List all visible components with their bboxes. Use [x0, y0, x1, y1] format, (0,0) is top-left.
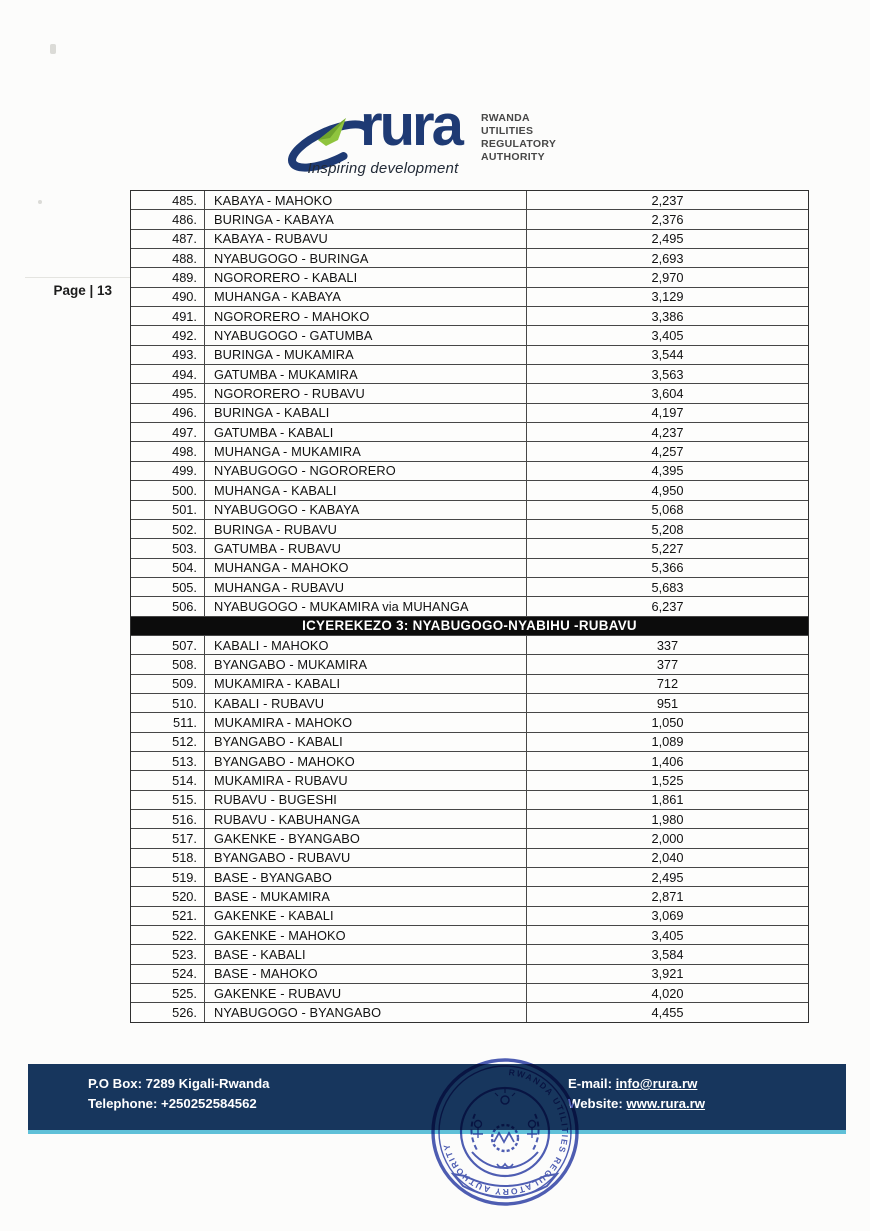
route-name: NYABUGOGO - NGORORERO: [205, 462, 527, 480]
table-row: [131, 868, 808, 887]
fare-value: 1,980: [651, 811, 684, 827]
row-number: 495.: [131, 384, 205, 402]
fare-value: 3,386: [651, 308, 684, 324]
route-name: NYABUGOGO - MUKAMIRA via MUHANGA: [205, 597, 527, 615]
table-row: [131, 249, 808, 268]
table-row: [131, 694, 808, 713]
route-name: MUKAMIRA - MAHOKO: [205, 713, 527, 731]
org-line: UTILITIES: [481, 125, 534, 137]
row-number: 520.: [131, 887, 205, 905]
route-name: GAKENKE - MAHOKO: [205, 926, 527, 944]
route-name: BURINGA - KABALI: [205, 404, 527, 422]
row-number: 517.: [131, 829, 205, 847]
fare-value: 2,376: [651, 212, 684, 228]
route-name: NYABUGOGO - BURINGA: [205, 249, 527, 267]
table-row: [131, 326, 808, 345]
row-number: 522.: [131, 926, 205, 944]
table-row: [131, 365, 808, 384]
table-row: [131, 636, 808, 655]
table-row: [131, 520, 808, 539]
table-row: [131, 791, 808, 810]
org-name-block: [481, 112, 556, 164]
table-row: [131, 210, 808, 229]
fare-value: 2,040: [651, 850, 684, 866]
table-row: [131, 984, 808, 1003]
table-row: [131, 288, 808, 307]
row-number: 514.: [131, 771, 205, 789]
table-row: [131, 191, 808, 210]
fare-value: 4,197: [651, 405, 684, 421]
footer-website-link[interactable]: www.rura.rw: [626, 1095, 706, 1111]
row-number: 505.: [131, 578, 205, 596]
margin-rule: [25, 277, 130, 278]
page-number-label: Page | 13: [53, 283, 112, 298]
row-number: 523.: [131, 945, 205, 963]
route-name: MUHANGA - KABAYA: [205, 288, 527, 306]
route-name: KABALI - MAHOKO: [205, 636, 527, 654]
fare-value: 2,000: [651, 831, 684, 847]
official-stamp: [415, 1052, 595, 1217]
route-name: BYANGABO - RUBAVU: [205, 849, 527, 867]
row-number: 500.: [131, 481, 205, 499]
fare-value: 1,089: [651, 734, 684, 750]
fare-value: 377: [656, 656, 679, 672]
table-row: [131, 849, 808, 868]
fare-value: 5,683: [651, 579, 684, 595]
table-row: [131, 713, 808, 732]
table-row: [131, 810, 808, 829]
table-row: [131, 887, 808, 906]
stamp-emblem-sun: [501, 1096, 509, 1104]
fare-value: 3,405: [651, 927, 684, 943]
table-row: [131, 965, 808, 984]
table-row: [131, 462, 808, 481]
fare-table: [130, 190, 809, 1023]
route-name: KABAYA - RUBAVU: [205, 230, 527, 248]
row-number: 524.: [131, 965, 205, 983]
footer-pobox: P.O Box: 7289 Kigali-Rwanda: [88, 1076, 270, 1091]
table-row: [131, 597, 808, 616]
table-row: [131, 481, 808, 500]
route-name: BURINGA - KABAYA: [205, 210, 527, 228]
route-name: MUKAMIRA - RUBAVU: [205, 771, 527, 789]
row-number: 494.: [131, 365, 205, 383]
route-name: NYABUGOGO - KABAYA: [205, 501, 527, 519]
row-number: 509.: [131, 675, 205, 693]
fare-value: 4,455: [651, 1005, 684, 1021]
fare-value: 3,069: [651, 908, 684, 924]
fare-value: 3,604: [651, 386, 684, 402]
table-row: [131, 268, 808, 287]
fare-value: 4,020: [651, 985, 684, 1001]
fare-value: 337: [656, 637, 679, 653]
route-name: GAKENKE - BYANGABO: [205, 829, 527, 847]
row-number: 496.: [131, 404, 205, 422]
route-name: NGORORERO - KABALI: [205, 268, 527, 286]
row-number: 487.: [131, 230, 205, 248]
fare-value: 2,237: [651, 192, 684, 208]
fare-value: 1,525: [651, 772, 684, 788]
route-name: RUBAVU - BUGESHI: [205, 791, 527, 809]
route-name: NGORORERO - RUBAVU: [205, 384, 527, 402]
fare-value: 3,563: [651, 366, 684, 382]
route-name: KABALI - RUBAVU: [205, 694, 527, 712]
org-line: AUTHORITY: [481, 151, 545, 163]
row-number: 512.: [131, 733, 205, 751]
route-name: MUHANGA - MUKAMIRA: [205, 442, 527, 460]
row-number: 507.: [131, 636, 205, 654]
fare-value: 5,366: [651, 560, 684, 576]
fare-value: 5,208: [651, 521, 684, 537]
route-name: MUHANGA - RUBAVU: [205, 578, 527, 596]
route-name: GAKENKE - KABALI: [205, 907, 527, 925]
route-name: BASE - MAHOKO: [205, 965, 527, 983]
route-name: GAKENKE - RUBAVU: [205, 984, 527, 1002]
fare-value: 1,861: [651, 792, 684, 808]
fare-value: 2,970: [651, 270, 684, 286]
table-row: [131, 559, 808, 578]
table-row: [131, 501, 808, 520]
fare-value: 3,921: [651, 966, 684, 982]
table-row: [131, 539, 808, 558]
route-name: BYANGABO - MUKAMIRA: [205, 655, 527, 673]
route-name: NYABUGOGO - GATUMBA: [205, 326, 527, 344]
fare-value: 2,495: [651, 869, 684, 885]
route-name: RUBAVU - KABUHANGA: [205, 810, 527, 828]
route-name: MUHANGA - KABALI: [205, 481, 527, 499]
fare-value: 3,584: [651, 947, 684, 963]
route-name: NYABUGOGO - BYANGABO: [205, 1003, 527, 1021]
row-number: 516.: [131, 810, 205, 828]
fare-value: 4,395: [651, 463, 684, 479]
fare-value: 4,237: [651, 424, 684, 440]
table-row: [131, 578, 808, 597]
table-row: [131, 384, 808, 403]
table-row: [131, 442, 808, 461]
row-number: 515.: [131, 791, 205, 809]
route-name: BASE - KABALI: [205, 945, 527, 963]
route-name: MUHANGA - MAHOKO: [205, 559, 527, 577]
logo-brand-text: rura: [360, 93, 461, 158]
row-number: 499.: [131, 462, 205, 480]
table-row: [131, 771, 808, 790]
table-row: [131, 829, 808, 848]
section-header-row: [131, 617, 808, 636]
table-row: [131, 752, 808, 771]
route-name: NGORORERO - MAHOKO: [205, 307, 527, 325]
table-row: [131, 675, 808, 694]
row-number: 519.: [131, 868, 205, 886]
row-number: 525.: [131, 984, 205, 1002]
section-header-label: ICYEREKEZO 3: NYABUGOGO-NYABIHU -RUBAVU: [302, 618, 637, 634]
route-name: BURINGA - MUKAMIRA: [205, 346, 527, 364]
row-number: 513.: [131, 752, 205, 770]
table-row: [131, 307, 808, 326]
fare-value: 5,227: [651, 540, 684, 556]
row-number: 486.: [131, 210, 205, 228]
scan-artifact: [38, 200, 42, 204]
footer-contact-left: [88, 1074, 270, 1113]
row-number: 485.: [131, 191, 205, 209]
row-number: 489.: [131, 268, 205, 286]
row-number: 504.: [131, 559, 205, 577]
table-row: [131, 1003, 808, 1021]
fare-value: 2,693: [651, 250, 684, 266]
row-number: 526.: [131, 1003, 205, 1021]
footer-email-link[interactable]: info@rura.rw: [615, 1076, 698, 1091]
row-number: 508.: [131, 655, 205, 673]
route-name: GATUMBA - KABALI: [205, 423, 527, 441]
row-number: 492.: [131, 326, 205, 344]
table-row: [131, 907, 808, 926]
row-number: 493.: [131, 346, 205, 364]
route-name: BYANGABO - MAHOKO: [205, 752, 527, 770]
footer-telephone: Telephone: +250252584562: [88, 1095, 257, 1111]
table-row: [131, 945, 808, 964]
row-number: 511.: [131, 713, 205, 731]
route-name: BASE - BYANGABO: [205, 868, 527, 886]
logo-tagline: Inspiring development: [307, 160, 459, 177]
row-number: 491.: [131, 307, 205, 325]
fare-value: 5,068: [651, 502, 684, 518]
route-name: BYANGABO - KABALI: [205, 733, 527, 751]
row-number: 518.: [131, 849, 205, 867]
route-name: KABAYA - MAHOKO: [205, 191, 527, 209]
row-number: 488.: [131, 249, 205, 267]
route-name: MUKAMIRA - KABALI: [205, 675, 527, 693]
fare-value: 2,495: [651, 231, 684, 247]
row-number: 521.: [131, 907, 205, 925]
row-number: 497.: [131, 423, 205, 441]
row-number: 490.: [131, 288, 205, 306]
table-row: [131, 733, 808, 752]
fare-value: 3,544: [651, 347, 684, 363]
table-row: [131, 926, 808, 945]
fare-value: 3,405: [651, 328, 684, 344]
table-row: [131, 230, 808, 249]
row-number: 498.: [131, 442, 205, 460]
row-number: 506.: [131, 597, 205, 615]
footer-website-label: Website:: [568, 1095, 623, 1111]
fare-value: 1,406: [651, 753, 684, 769]
fare-value: 4,257: [651, 444, 684, 460]
row-number: 502.: [131, 520, 205, 538]
org-line: REGULATORY: [481, 138, 557, 150]
footer-email-label: E-mail:: [568, 1076, 612, 1091]
table-row: [131, 404, 808, 423]
fare-value: 1,050: [651, 714, 684, 730]
route-name: BASE - MUKAMIRA: [205, 887, 527, 905]
fare-value: 712: [656, 676, 679, 692]
fare-value: 3,129: [651, 289, 684, 305]
row-number: 510.: [131, 694, 205, 712]
fare-value: 2,871: [651, 889, 684, 905]
route-name: BURINGA - RUBAVU: [205, 520, 527, 538]
fare-value: 6,237: [651, 598, 684, 614]
table-row: [131, 655, 808, 674]
row-number: 503.: [131, 539, 205, 557]
route-name: GATUMBA - MUKAMIRA: [205, 365, 527, 383]
route-name: GATUMBA - RUBAVU: [205, 539, 527, 557]
row-number: 501.: [131, 501, 205, 519]
fare-value: 4,950: [651, 482, 684, 498]
scan-artifact: [50, 44, 56, 54]
table-row: [131, 346, 808, 365]
fare-value: 951: [656, 695, 679, 711]
org-line: RWANDA: [481, 112, 530, 124]
stamp-ring-text: RWANDA UTILITIES REGULATORY AUTHORITY: [441, 1067, 571, 1198]
table-row: [131, 423, 808, 442]
